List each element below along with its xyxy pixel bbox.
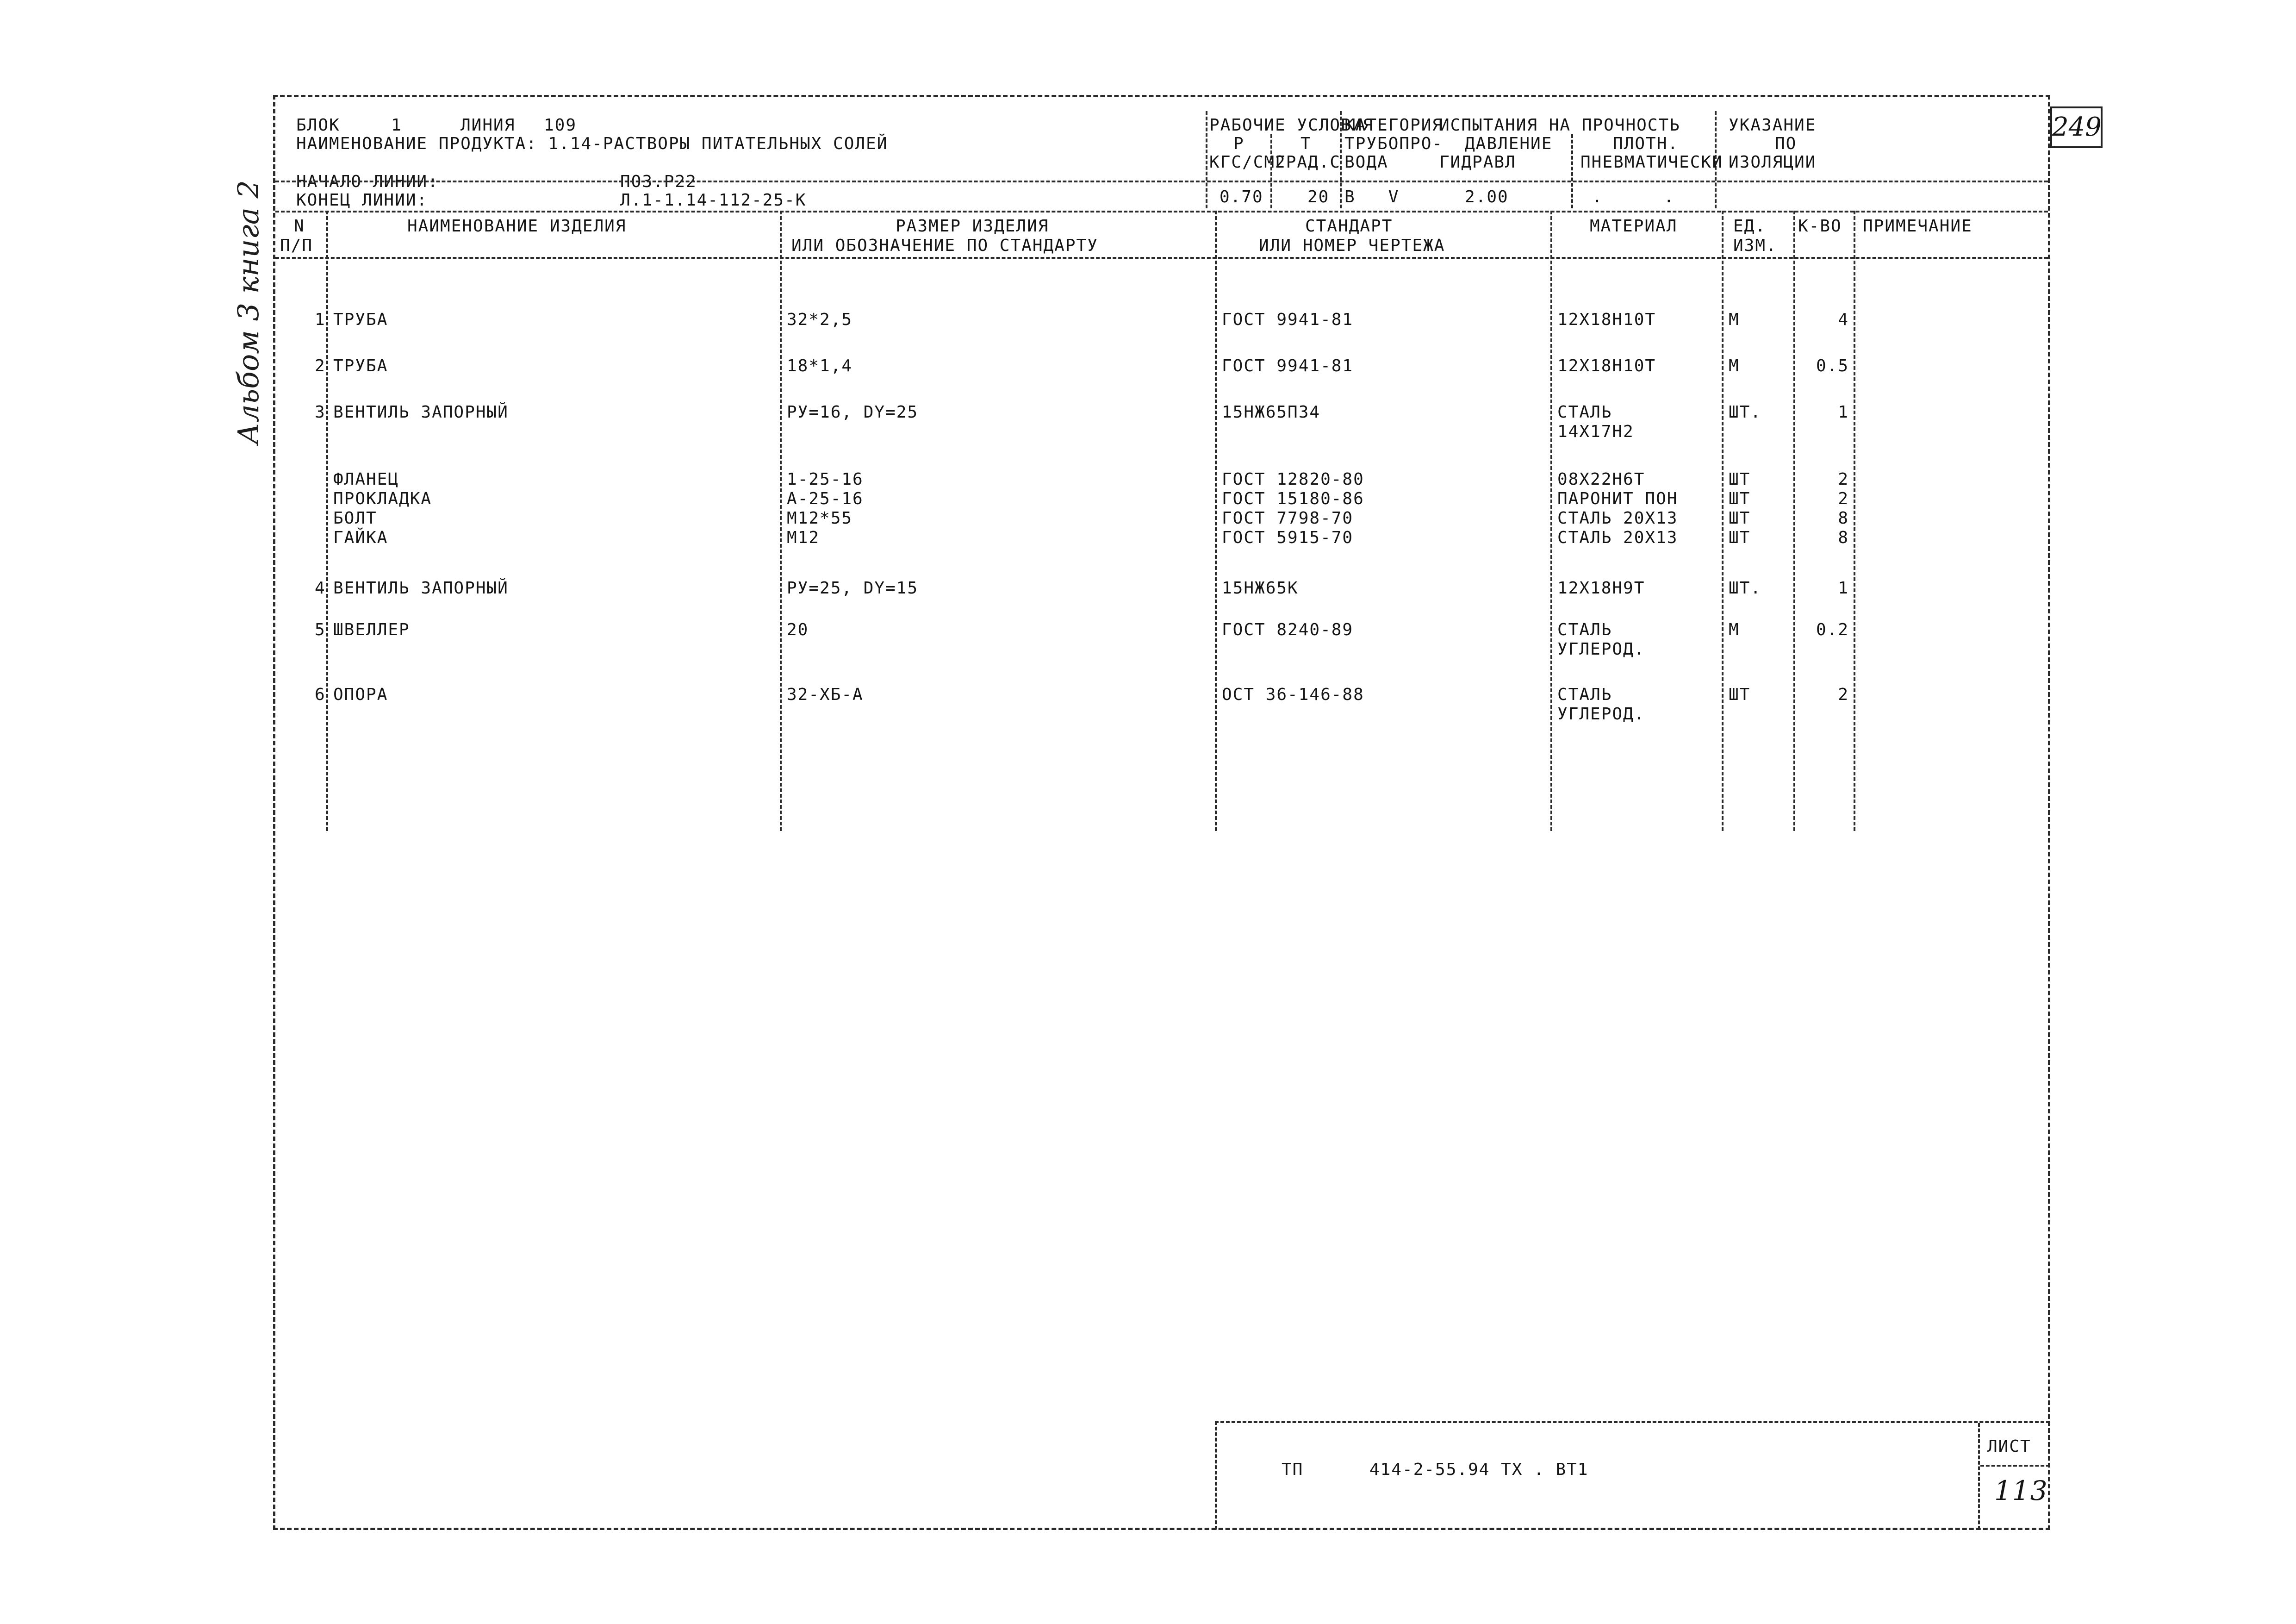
row-material: СТАЛЬ <box>1557 403 1612 422</box>
row-standard: 15НЖ65К <box>1222 579 1299 598</box>
row-material: СТАЛЬ <box>1557 685 1612 704</box>
row-num: 4 <box>315 579 326 598</box>
row-unit: ШТ <box>1729 509 1751 528</box>
line-end-label: КОНЕЦ ЛИНИИ: <box>296 191 428 210</box>
tests-density: ПЛОТН. <box>1613 134 1679 153</box>
row-qty: 2 <box>1838 470 1849 489</box>
stamp-code: 414-2-55.94 ТХ . ВТ1 <box>1369 1460 1589 1479</box>
row-size: 32-ХБ-А <box>787 685 864 704</box>
row-unit: ШТ <box>1729 685 1751 704</box>
row-name: ФЛАНЕЦ <box>333 470 399 489</box>
line-start-value: ПОЗ.Р22 <box>620 172 697 191</box>
row-name: ВЕНТИЛЬ ЗАПОРНЫЙ <box>333 579 509 598</box>
col-num-2: П/П <box>280 236 313 255</box>
conditions-t-value: 20 <box>1307 187 1330 206</box>
row-unit: ШТ <box>1729 470 1751 489</box>
conditions-t-label: Т <box>1300 134 1312 153</box>
row-standard: ОСТ 36-146-88 <box>1222 685 1364 704</box>
tests-hydraulic: ГИДРАВЛ <box>1439 153 1516 172</box>
row-standard: ГОСТ 15180-86 <box>1222 489 1364 508</box>
col-qty: К-ВО <box>1798 217 1842 236</box>
row-unit: ШТ. <box>1729 403 1762 422</box>
row-material: 12Х18Н9Т <box>1557 579 1645 598</box>
product-name: НАИМЕНОВАНИЕ ПРОДУКТА: 1.14-РАСТВОРЫ ПИТАТЕЛЬНЫХ СОЛЕЙ <box>296 134 888 153</box>
row-material: СТАЛЬ 20Х13 <box>1557 528 1678 547</box>
row-size: РУ=25, DY=15 <box>787 579 919 598</box>
row-size: 18*1,4 <box>787 356 853 375</box>
row-standard: ГОСТ 12820-80 <box>1222 470 1364 489</box>
conditions-p-label: Р <box>1233 134 1244 153</box>
row-qty: 8 <box>1838 509 1849 528</box>
row-material-2: УГЛЕРОД. <box>1557 705 1645 724</box>
line-end-value: Л.1-1.14-112-25-К <box>620 191 807 210</box>
blok-label: БЛОК <box>296 116 340 135</box>
row-qty: 1 <box>1838 579 1849 598</box>
row-name: ВЕНТИЛЬ ЗАПОРНЫЙ <box>333 403 509 422</box>
col-size-2: ИЛИ ОБОЗНАЧЕНИЕ ПО СТАНДАРТУ <box>791 236 1098 255</box>
tests-pneumatic: ПНЕВМАТИЧЕСКИ <box>1580 153 1723 172</box>
row-name: ТРУБА <box>333 310 388 329</box>
row-standard: 15НЖ65П34 <box>1222 403 1321 422</box>
row-num: 1 <box>315 310 326 329</box>
row-material: 08Х22Н6Т <box>1557 470 1645 489</box>
row-standard: ГОСТ 5915-70 <box>1222 528 1354 547</box>
row-qty: 4 <box>1838 310 1849 329</box>
row-size: М12*55 <box>787 509 853 528</box>
stamp-list-value: 113 <box>1994 1475 2048 1506</box>
category-title-3: ВОДА <box>1344 153 1388 172</box>
row-name: БОЛТ <box>333 509 377 528</box>
row-num: 6 <box>315 685 326 704</box>
row-material-2: УГЛЕРОД. <box>1557 640 1645 659</box>
row-material: ПАРОНИТ ПОН <box>1557 489 1678 508</box>
row-material: СТАЛЬ <box>1557 620 1612 639</box>
tests-pressure: ДАВЛЕНИЕ <box>1465 134 1553 153</box>
liniya-label: ЛИНИЯ <box>460 116 516 135</box>
stamp-tp: ТП <box>1282 1460 1304 1479</box>
row-name: ШВЕЛЛЕР <box>333 620 410 639</box>
col-num-1: N <box>294 217 305 236</box>
row-material: 12Х18Н10Т <box>1557 310 1656 329</box>
stamp-list-label: ЛИСТ <box>1987 1437 2031 1456</box>
row-material-2: 14Х17Н2 <box>1557 422 1634 441</box>
row-material: 12Х18Н10Т <box>1557 356 1656 375</box>
col-unit-1: ЕД. <box>1733 217 1767 236</box>
row-size: М12 <box>787 528 820 547</box>
tests-hydraulic-value: 2.00 <box>1465 187 1509 206</box>
row-unit: ШТ. <box>1729 579 1762 598</box>
row-qty: 0.5 <box>1816 356 1849 375</box>
row-size: А-25-16 <box>787 489 864 508</box>
tests-pneumatic-value: . <box>1592 187 1603 206</box>
insulation-title-1: УКАЗАНИЕ <box>1729 116 1817 135</box>
row-standard: ГОСТ 8240-89 <box>1222 620 1354 639</box>
col-std-2: ИЛИ НОМЕР ЧЕРТЕЖА <box>1259 236 1445 255</box>
col-size-1: РАЗМЕР ИЗДЕЛИЯ <box>896 217 1049 236</box>
row-name: ОПОРА <box>333 685 388 704</box>
category-title-1: КАТЕГОРИЯ <box>1344 116 1444 135</box>
conditions-p-value: 0.70 <box>1220 187 1263 206</box>
row-name: ТРУБА <box>333 356 388 375</box>
insulation-title-3: ИЗОЛЯЦИИ <box>1729 153 1817 172</box>
row-num: 2 <box>315 356 326 375</box>
conditions-title: РАБОЧИЕ УСЛОВИЯ <box>1209 116 1374 135</box>
row-size: 1-25-16 <box>787 470 864 489</box>
tests-title: ИСПЫТАНИЯ НА ПРОЧНОСТЬ <box>1439 116 1680 135</box>
row-unit: М <box>1729 356 1740 375</box>
row-standard: ГОСТ 9941-81 <box>1222 356 1354 375</box>
conditions-p-unit: КГС/СМ2 <box>1209 153 1286 172</box>
category-value: В V <box>1344 187 1400 206</box>
row-qty: 2 <box>1838 685 1849 704</box>
row-unit: М <box>1729 310 1740 329</box>
row-size: 20 <box>787 620 809 639</box>
row-qty: 2 <box>1838 489 1849 508</box>
conditions-t-unit: ГРАД.С <box>1275 153 1341 172</box>
row-material: СТАЛЬ 20Х13 <box>1557 509 1678 528</box>
page-number: 249 <box>2050 106 2103 148</box>
blok-value: 1 <box>391 116 402 135</box>
row-qty: 1 <box>1838 403 1849 422</box>
row-unit: ШТ <box>1729 528 1751 547</box>
col-unit-2: ИЗМ. <box>1733 236 1777 255</box>
row-name: ГАЙКА <box>333 528 388 547</box>
row-num: 3 <box>315 403 326 422</box>
row-unit: М <box>1729 620 1740 639</box>
liniya-value: 109 <box>544 116 577 135</box>
col-material: МАТЕРИАЛ <box>1590 217 1678 236</box>
row-qty: 0.2 <box>1816 620 1849 639</box>
line-start-label: НАЧАЛО ЛИНИИ: <box>296 172 439 191</box>
row-size: 32*2,5 <box>787 310 853 329</box>
row-size: РУ=16, DY=25 <box>787 403 919 422</box>
col-std-1: СТАНДАРТ <box>1305 217 1393 236</box>
col-name: НАИМЕНОВАНИЕ ИЗДЕЛИЯ <box>407 217 627 236</box>
insulation-title-2: ПО <box>1775 134 1797 153</box>
specification-sheet <box>273 95 2050 1530</box>
tests-density-value: . <box>1664 187 1675 206</box>
row-num: 5 <box>315 620 326 639</box>
row-standard: ГОСТ 7798-70 <box>1222 509 1354 528</box>
side-note: Альбом 3 книга 2 <box>231 180 265 444</box>
row-unit: ШТ <box>1729 489 1751 508</box>
category-title-2: ТРУБОПРО- <box>1344 134 1444 153</box>
row-standard: ГОСТ 9941-81 <box>1222 310 1354 329</box>
row-qty: 8 <box>1838 528 1849 547</box>
col-note: ПРИМЕЧАНИЕ <box>1863 217 1972 236</box>
title-block <box>1215 1421 2050 1530</box>
row-name: ПРОКЛАДКА <box>333 489 432 508</box>
